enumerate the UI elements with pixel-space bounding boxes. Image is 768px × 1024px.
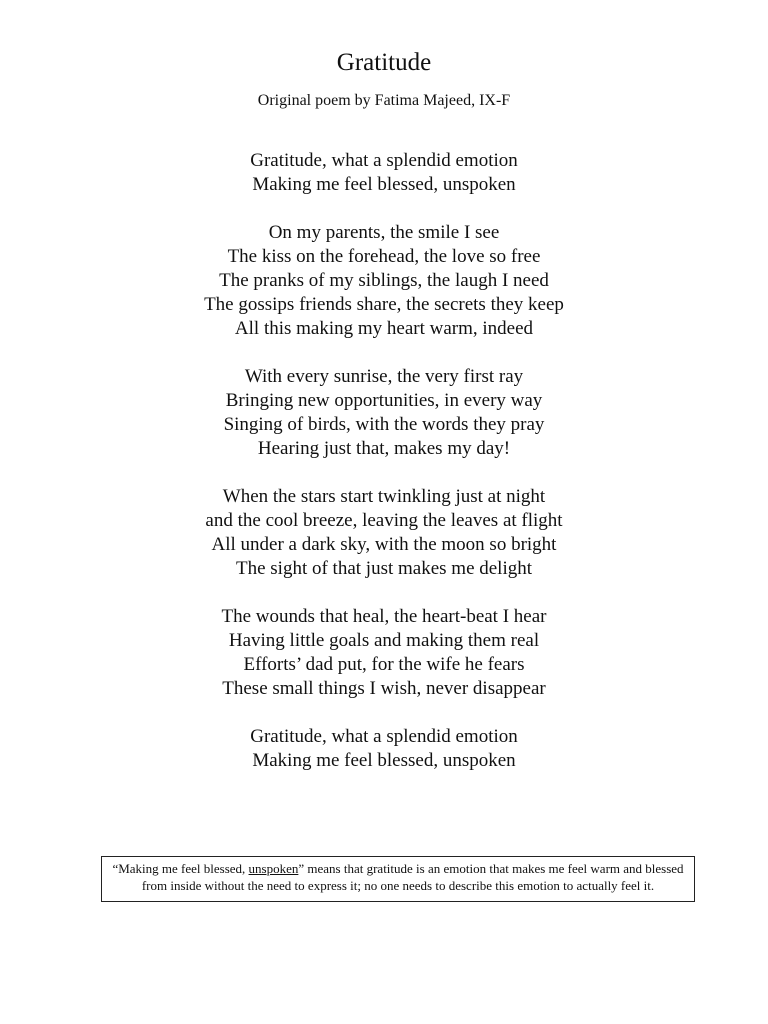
note-underlined-word: unspoken xyxy=(248,861,299,876)
poem-line: These small things I wish, never disappear xyxy=(222,678,546,699)
poem-line: The pranks of my siblings, the laugh I need xyxy=(219,270,549,291)
note-prefix: “Making me feel blessed, xyxy=(112,861,249,876)
poem-line: The gossips friends share, the secrets they keep xyxy=(204,294,564,315)
poem-title: Gratitude xyxy=(336,49,432,76)
poem-line: The kiss on the forehead, the love so free xyxy=(227,246,541,267)
explanation-note xyxy=(101,856,695,902)
poem-line: Gratitude, what a splendid emotion xyxy=(250,726,518,747)
poem-line: Making me feel blessed, unspoken xyxy=(252,750,516,771)
poem-line: On my parents, the smile I see xyxy=(268,222,500,243)
poem-line: The sight of that just makes me delight xyxy=(235,558,533,579)
poem-line: Gratitude, what a splendid emotion xyxy=(250,150,518,171)
poem-line: The wounds that heal, the heart-beat I hear xyxy=(221,606,547,627)
poem-line: Bringing new opportunities, in every way xyxy=(225,390,543,411)
stanza-6 xyxy=(0,725,768,773)
poem-line: Having little goals and making them real xyxy=(228,630,540,651)
poem-line: All under a dark sky, with the moon so bright xyxy=(211,534,557,555)
poem-byline: Original poem by Fatima Majeed, IX-F xyxy=(257,92,511,109)
poem-line: and the cool breeze, leaving the leaves at flight xyxy=(205,510,563,531)
stanza-4 xyxy=(0,485,768,581)
poem-line: All this making my heart warm, indeed xyxy=(234,318,534,339)
poem-line: When the stars start twinkling just at night xyxy=(222,486,546,507)
poem-line: Making me feel blessed, unspoken xyxy=(252,174,516,195)
stanza-5 xyxy=(0,605,768,701)
poem-body xyxy=(0,149,768,797)
stanza-2 xyxy=(0,221,768,341)
stanza-1 xyxy=(0,149,768,197)
poem-line: With every sunrise, the very first ray xyxy=(244,366,524,387)
poem-line: Efforts’ dad put, for the wife he fears xyxy=(243,654,525,675)
poem-line: Singing of birds, with the words they pray xyxy=(223,414,545,435)
poem-line: Hearing just that, makes my day! xyxy=(257,438,511,459)
stanza-3 xyxy=(0,365,768,461)
note-rest: ” means that gratitude is an emotion that makes me feel warm and blessed from inside without the need to express it; no one needs to describe this emotion to actually feel it. xyxy=(141,861,684,893)
